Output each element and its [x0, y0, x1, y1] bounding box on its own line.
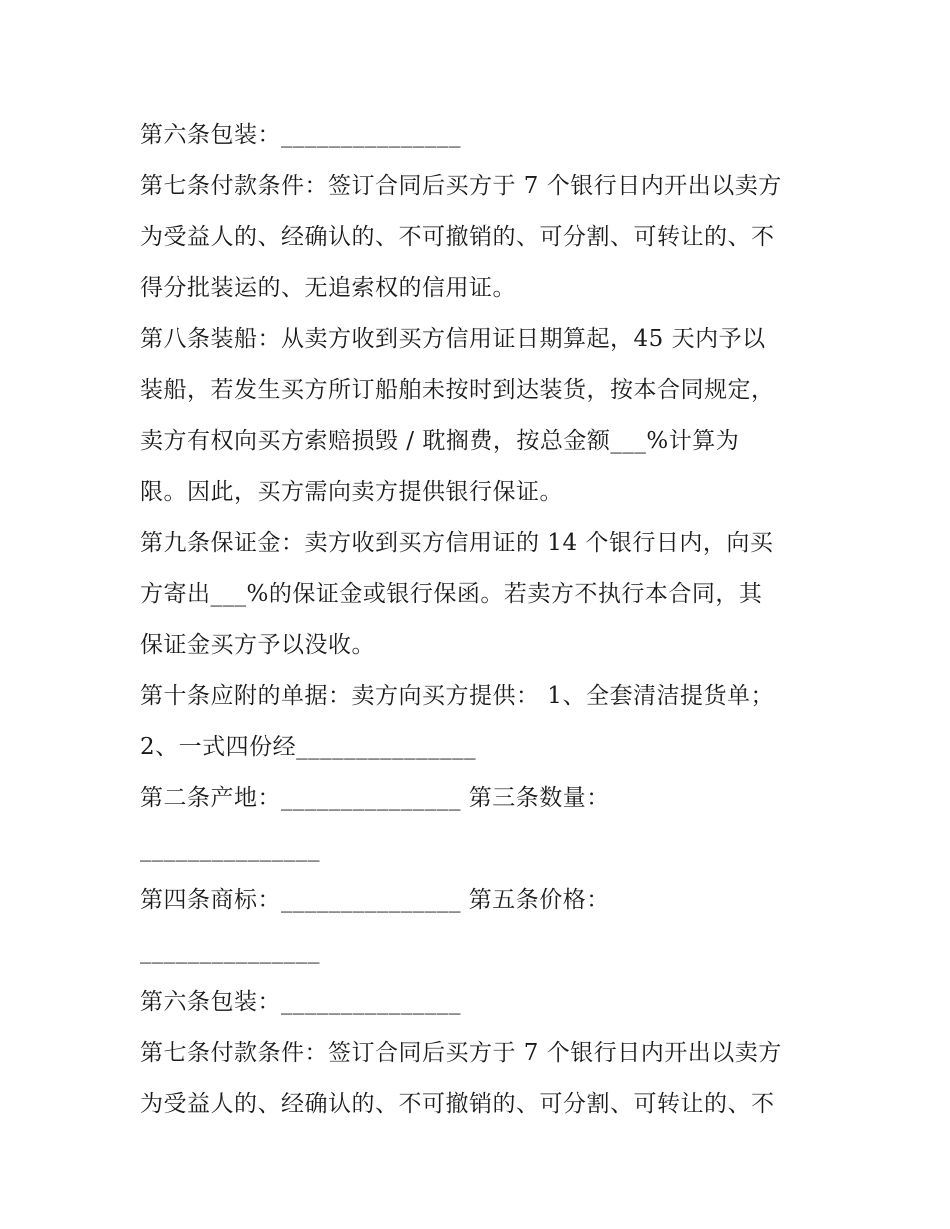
text-line: 第九条保证金：卖方收到买方信用证的 14 个银行日内，向买: [140, 530, 774, 556]
text-line: 第七条付款条件：签订合同后买方于 7 个银行日内开出以卖方: [140, 173, 782, 199]
text-line: 第六条包装：_______________: [140, 989, 461, 1015]
text-line: 第四条商标：_______________ 第五条价格：: [140, 887, 610, 913]
text-line: 为受益人的、经确认的、不可撤销的、可分割、可转让的、不: [140, 224, 775, 250]
text-line: 得分批装运的、无追索权的信用证。: [140, 275, 516, 301]
text-line: _______________: [140, 938, 320, 964]
text-line: 限。因此，买方需向卖方提供银行保证。: [140, 479, 563, 505]
contract-text: [140, 110, 820, 1130]
text-line: 第七条付款条件：签订合同后买方于 7 个银行日内开出以卖方: [140, 1040, 782, 1066]
text-line: 卖方有权向买方索赔损毁 / 耽搁费，按总金额___%计算为: [140, 428, 740, 454]
text-line: 第六条包装：_______________: [140, 122, 461, 148]
text-line: 为受益人的、经确认的、不可撤销的、可分割、可转让的、不: [140, 1091, 775, 1117]
text-line: 第十条应附的单据：卖方向买方提供： 1、全套清洁提货单；: [140, 683, 774, 709]
text-line: _______________: [140, 836, 320, 862]
text-line: 第八条装船：从卖方收到买方信用证日期算起，45 天内予以: [140, 326, 766, 352]
text-line: 第二条产地：_______________ 第三条数量：: [140, 785, 610, 811]
text-line: 装船，若发生买方所订船舶未按时到达装货，按本合同规定，: [140, 377, 775, 403]
text-line: 方寄出___%的保证金或银行保函。若卖方不执行本合同，其: [140, 581, 763, 607]
text-line: 2、一式四份经_______________: [140, 734, 477, 760]
text-line: 保证金买方予以没收。: [140, 632, 375, 658]
